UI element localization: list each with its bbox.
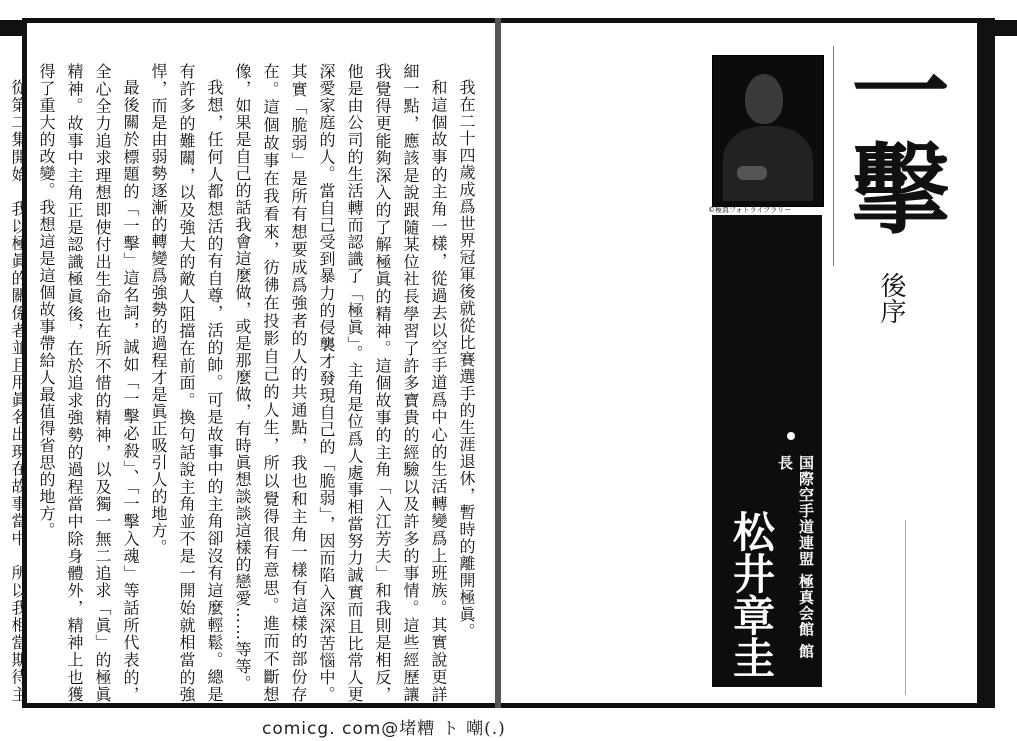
paragraph-3: 我想，任何人都想活的有自尊，活的帥。可是故事中的主角卻沒有這麼輕鬆。總是有許多的難關，以及強大的敵人阻擋在前面。換句話說主角並不是一開始就相當的強悍，而是由弱勢逐漸的轉變爲強勢的過程才是眞正吸引人的地方。: [149, 63, 224, 703]
author-body: [723, 126, 813, 201]
photo-caption: ©極真フォトライブラリー: [708, 206, 792, 214]
author-photo: [712, 55, 824, 207]
afterword-body: [9, 63, 480, 703]
bullet-dot: [787, 432, 795, 440]
author-name: 松井章圭: [727, 510, 776, 678]
organization-label: 国際空手道連盟 極真会館 館長: [776, 455, 815, 660]
scan-bottom-margin: [0, 708, 1017, 741]
book-spine: [495, 18, 501, 708]
watermark-footer: [262, 714, 506, 739]
divider-line: [905, 520, 906, 695]
book-title: 一擊: [835, 40, 950, 236]
paragraph-2: 和這個故事的主角一樣，從過去以空手道爲中心的生活轉變爲上班族。其實說更詳細一點，應該是說跟隨某位社長學習了許多寶貴的經驗以及許多的事情。這些經歷讓我覺得更能夠深入的了解極眞的精神。這個故事的主角「入江芳夫」和我則是相反，他是由公司的生活轉而認識了「極眞」。主角是位爲人處事相當努力誠實而且比常人更深愛家庭的人。當自己受到暴力的侵襲才發現自己的「脆弱」，因而陷入深深苦惱中。其實「脆弱」是所有想要成爲強者的人的共通點，我也和主角一樣有這樣的部份存在。這個故事在我看來，彷彿在投影自己的人生，所以覺得很有意思。進而不斷想像，如果是自己的話我會這麼做，或是那麼做，有時眞想談談這樣的戀愛……等等。: [233, 63, 448, 703]
section-subtitle: 後序: [876, 272, 906, 324]
author-hand: [737, 166, 767, 180]
paragraph-4: 最後關於標題的「一擊」這名詞，誠如「一擊必殺」、「一擊入魂」等話所代表的，全心全力追求理想即使付出生命也在所不惜的精神，以及獨一無二追求「眞」的極眞精神。故事中主角正是認識極眞後，在於追求強勢的過程當中除身體外，精神上也獲得了重大的改變。我想這是這個故事帶給人最值得省思的地方。: [37, 63, 140, 703]
paragraph-5: 從第二集開始，我以極眞的關係者並且用眞名出現在故事當中，所以我相當期待主: [9, 79, 28, 703]
left-page: [9, 18, 498, 708]
watermark-site: comicg. com@: [262, 719, 400, 739]
author-face: [745, 74, 783, 124]
paragraph-1: 我在二十四歲成爲世界冠軍後就從比賽選手的生涯退休，暫時的離開極眞。: [457, 79, 476, 640]
watermark-tail: 堵糟 ト 嘲(.): [399, 719, 506, 739]
